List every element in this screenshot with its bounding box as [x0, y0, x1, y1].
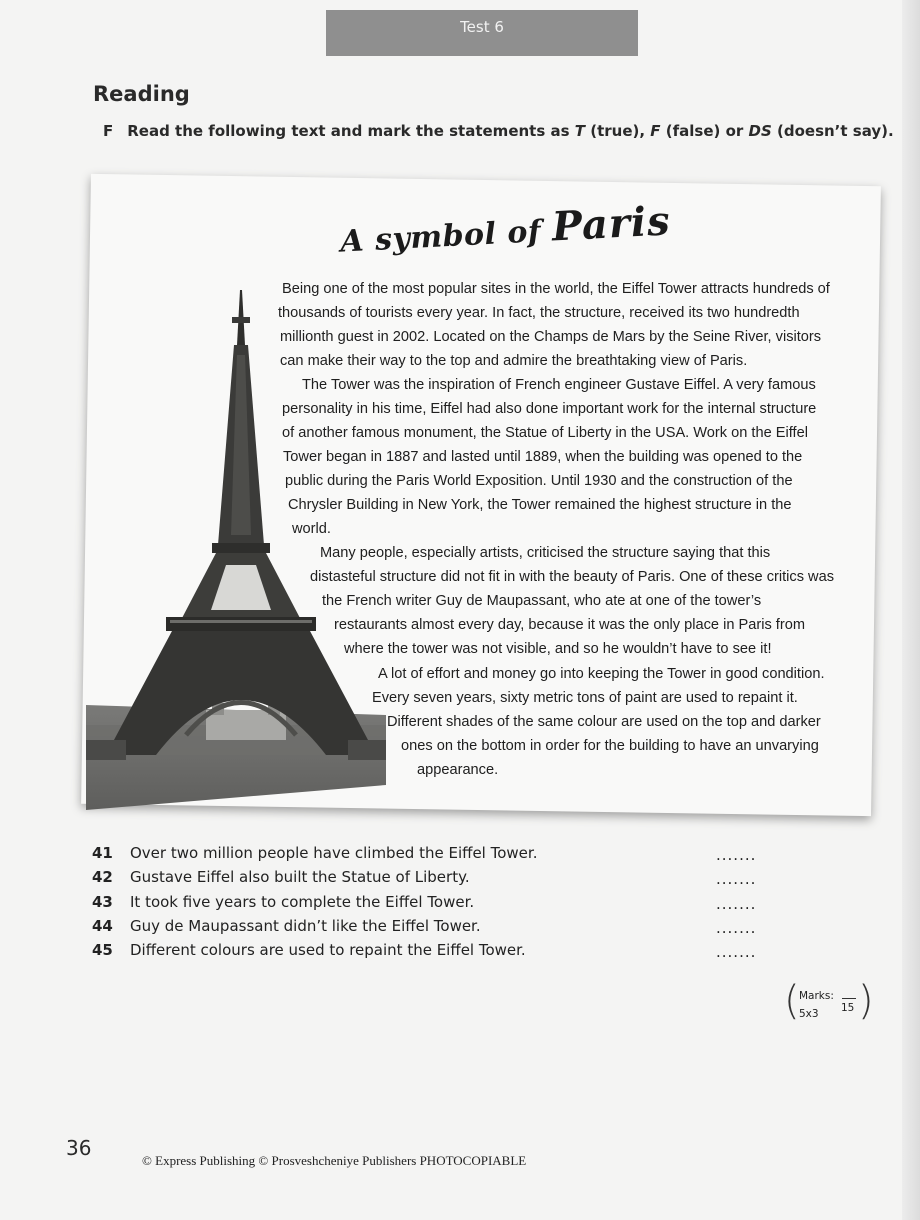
test-label: Test 6: [460, 18, 504, 36]
statement-row: [92, 844, 772, 868]
task-text: Read the following text and mark the statements as: [127, 122, 575, 140]
article-line: appearance.: [417, 762, 499, 778]
article-line: ones on the bottom in order for the building to have an unvarying: [401, 738, 819, 754]
statement-row: [92, 893, 772, 917]
statement-row: [92, 868, 772, 892]
task-instruction: [103, 122, 894, 140]
statement-number: 44: [92, 916, 113, 935]
statement-row: [92, 917, 772, 941]
article-line: restaurants almost every day, because it was the only place in Paris from: [334, 617, 805, 633]
article-line: thousands of tourists every year. In fact, the structure, received its two hundredth: [278, 305, 800, 321]
false-abbrev: F: [650, 122, 661, 140]
marks-total: 15: [841, 1002, 855, 1014]
task-letter: F: [103, 122, 114, 140]
statement-text: Over two million people have climbed the Eiffel Tower.: [130, 844, 538, 862]
statement-number: 43: [92, 892, 113, 911]
statement-number: 41: [92, 844, 113, 862]
statement-text: Guy de Maupassant didn’t like the Eiffel Tower.: [130, 916, 481, 935]
statement-row: [92, 941, 772, 965]
article-line: millionth guest in 2002. Located on the Champs de Mars by the Seine River, visitors: [280, 329, 822, 345]
ds-desc: (doesn’t say).: [771, 122, 894, 140]
statement-number: 45: [92, 941, 113, 960]
marks-score-line[interactable]: [842, 998, 856, 999]
answer-blank[interactable]: .......: [716, 870, 757, 889]
article-line: A lot of effort and money go into keeping the Tower in good condition.: [378, 666, 825, 682]
article-line: Different shades of the same colour are used on the top and darker: [387, 714, 821, 730]
answer-blank[interactable]: .......: [716, 894, 757, 913]
statement-list: [92, 844, 772, 965]
answer-blank[interactable]: .......: [716, 846, 757, 864]
marks-right-bracket: ): [858, 978, 874, 1024]
statement-number: 42: [92, 868, 113, 887]
marks-label: Marks:: [799, 990, 834, 1002]
article-line: world.: [292, 521, 331, 537]
article-line: of another famous monument, the Statue of Liberty in the USA. Work on the Eiffel: [282, 425, 808, 441]
article-line: personality in his time, Eiffel had also done important work for the internal structure: [282, 401, 817, 417]
article-line: the French writer Guy de Maupassant, who ate at one of the tower’s: [322, 593, 762, 609]
article-line: Being one of the most popular sites in the world, the Eiffel Tower attracts hundreds of: [282, 281, 830, 297]
true-abbrev: T: [574, 122, 585, 140]
article-line: Every seven years, sixty metric tons of paint are used to repaint it.: [372, 690, 798, 706]
article-line: distasteful structure did not fit in with the beauty of Paris. One of these critics was: [310, 569, 834, 585]
article-line: public during the Paris World Exposition. Until 1930 and the construction of the: [285, 473, 793, 489]
page-number: 36: [66, 1136, 92, 1160]
answer-blank[interactable]: .......: [716, 943, 757, 962]
article-line: Many people, especially artists, criticised the structure saying that this: [320, 545, 771, 561]
answer-blank[interactable]: .......: [716, 918, 757, 937]
marks-left-bracket: (: [784, 978, 800, 1024]
page-edge: [902, 0, 920, 1220]
section-title: Reading: [93, 82, 190, 106]
statement-text: Different colours are used to repaint the Eiffel Tower.: [130, 941, 526, 960]
marks-scoring: 5x3: [799, 1008, 819, 1020]
copyright-footer: © Express Publishing © Prosveshcheniye Publishers PHOTOCOPIABLE: [142, 1153, 527, 1168]
statement-text: Gustave Eiffel also built the Statue of Liberty.: [130, 868, 470, 887]
article-line: Chrysler Building in New York, the Tower remained the highest structure in the: [288, 497, 792, 513]
article-line: where the tower was not visible, and so he wouldn’t have to see it!: [344, 641, 772, 657]
test-header-bar: [326, 10, 638, 56]
marks-box: [784, 978, 874, 1026]
article-line: Tower began in 1887 and lasted until 1889, when the building was opened to the: [283, 449, 803, 465]
eiffel-tower-photo: [86, 285, 386, 815]
ds-abbrev: DS: [748, 122, 772, 140]
false-desc: (false) or: [660, 122, 749, 140]
statement-text: It took five years to complete the Eiffel Tower.: [130, 892, 475, 911]
article-title-word: Paris: [550, 197, 672, 251]
true-desc: (true),: [585, 122, 651, 140]
article-line: can make their way to the top and admire the breathtaking view of Paris.: [280, 353, 748, 369]
article-line: The Tower was the inspiration of French engineer Gustave Eiffel. A very famous: [302, 377, 816, 393]
article-title-prefix: A symbol of: [339, 213, 554, 260]
